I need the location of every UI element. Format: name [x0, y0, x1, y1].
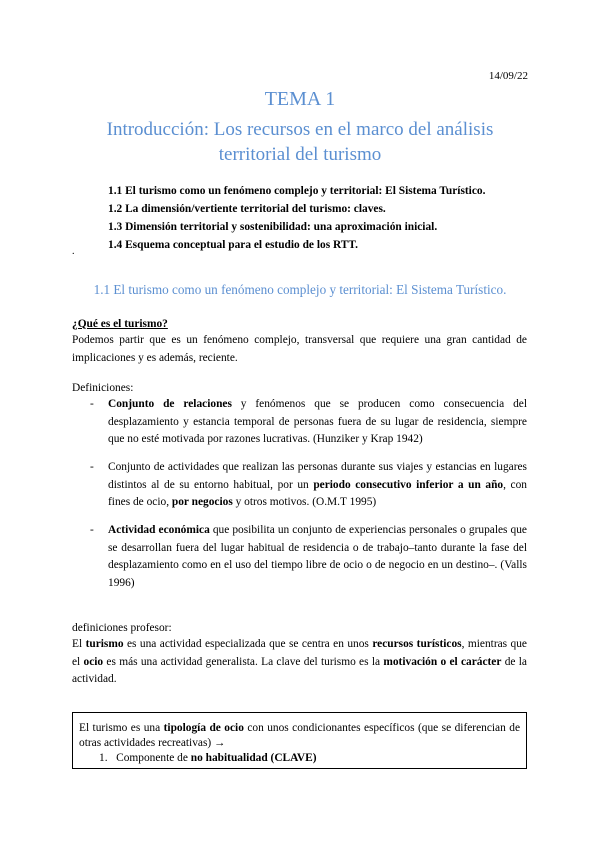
definitions-label: Definiciones:	[72, 382, 134, 394]
definition-text: , con fines de ocio,	[108, 478, 527, 508]
definition-item	[90, 459, 527, 512]
professor-label: definiciones profesor:	[72, 622, 172, 634]
keyword: motivación o el carácter	[383, 655, 502, 668]
text-run: de la actividad.	[72, 655, 527, 685]
list-number: 1.	[99, 752, 108, 764]
professor-paragraph	[72, 636, 527, 689]
definition-text: y otros motivos. (O.M.T 1995)	[232, 496, 377, 508]
definition-keyword: periodo consecutivo inferior a un año	[313, 478, 504, 491]
text-run: es más una actividad generalista. La clave del turismo es la	[103, 655, 384, 668]
text-run: es una actividad especializada que se centra en unos	[123, 638, 373, 650]
keyword: ocio	[83, 655, 104, 668]
toc-item: 1.3 Dimensión territorial y sostenibilidad: una aproximación inicial.	[108, 221, 438, 233]
bullet-marker: -	[90, 461, 94, 473]
toc-item: 1.2 La dimensión/vertiente territorial del turismo: claves.	[108, 203, 386, 215]
text-run: El	[72, 638, 86, 650]
keyword: recursos turísticos	[372, 638, 462, 650]
definition-text: Conjunto de actividades que realizan las personas durante sus viajes y estancias en lugares distintos al de su entorno habitual, por un	[108, 461, 527, 491]
section-heading: 1.1 El turismo como un fenómeno complejo y territorial: El Sistema Turístico.	[93, 282, 507, 297]
bullet-marker: -	[90, 524, 94, 536]
key-concept-box	[72, 712, 527, 769]
keyword: no habitualidad (CLAVE)	[190, 752, 317, 764]
intro-paragraph: Podemos partir que es un fenómeno complejo, transversal que requiere una gran cantidad de implicaciones y es además, reciente.	[72, 334, 527, 364]
text-run: con unos condicionantes específicos (que se diferencian de otras actividades recreativas) →	[79, 722, 520, 749]
toc-item: 1.1 El turismo como un fenómeno complejo y territorial: El Sistema Turístico.	[108, 185, 486, 197]
toc-item: 1.4 Esquema conceptual para el estudio de los RTT.	[108, 239, 358, 251]
box-list-item	[79, 751, 520, 766]
definition-text: y fenómenos que se producen como consecuencia del desplazamiento y estancia temporal de personas fuera de su lugar de residencia, siempre que no esté motivada por razones lucrativas. (Hunziker y Krap 1942)	[108, 398, 527, 445]
page-title: TEMA 1	[264, 88, 336, 110]
box-text	[79, 721, 520, 751]
text-run: , mientras que el	[72, 638, 527, 668]
page-subtitle: Introducción: Los recursos en el marco del análisis territorial del turismo	[106, 119, 494, 165]
definition-item	[90, 522, 527, 592]
table-of-contents	[108, 182, 485, 254]
definition-keyword: Actividad económica	[108, 524, 210, 536]
definition-keyword: Conjunto de relaciones	[108, 398, 232, 410]
keyword: turismo	[85, 638, 124, 650]
keyword: tipología de ocio	[163, 722, 244, 734]
text-run: El turismo es una	[79, 722, 164, 734]
definition-text: que posibilita un conjunto de experiencias personales o grupales que se desarrollan fuera del lugar habitual de residencia o de trabajo–tanto durante la fase del desplazamiento como en el uso del tiempo libre de ocio o de negocio en un destino–. (Valls 1996)	[108, 524, 527, 589]
bullet-marker: -	[90, 398, 94, 410]
definition-item	[90, 396, 527, 449]
separator-dot: .	[72, 246, 75, 257]
question-heading: ¿Qué es el turismo?	[72, 318, 168, 330]
text-run: Componente de	[116, 752, 191, 764]
definition-keyword: por negocios	[171, 496, 233, 508]
date: 14/09/22	[488, 70, 528, 82]
